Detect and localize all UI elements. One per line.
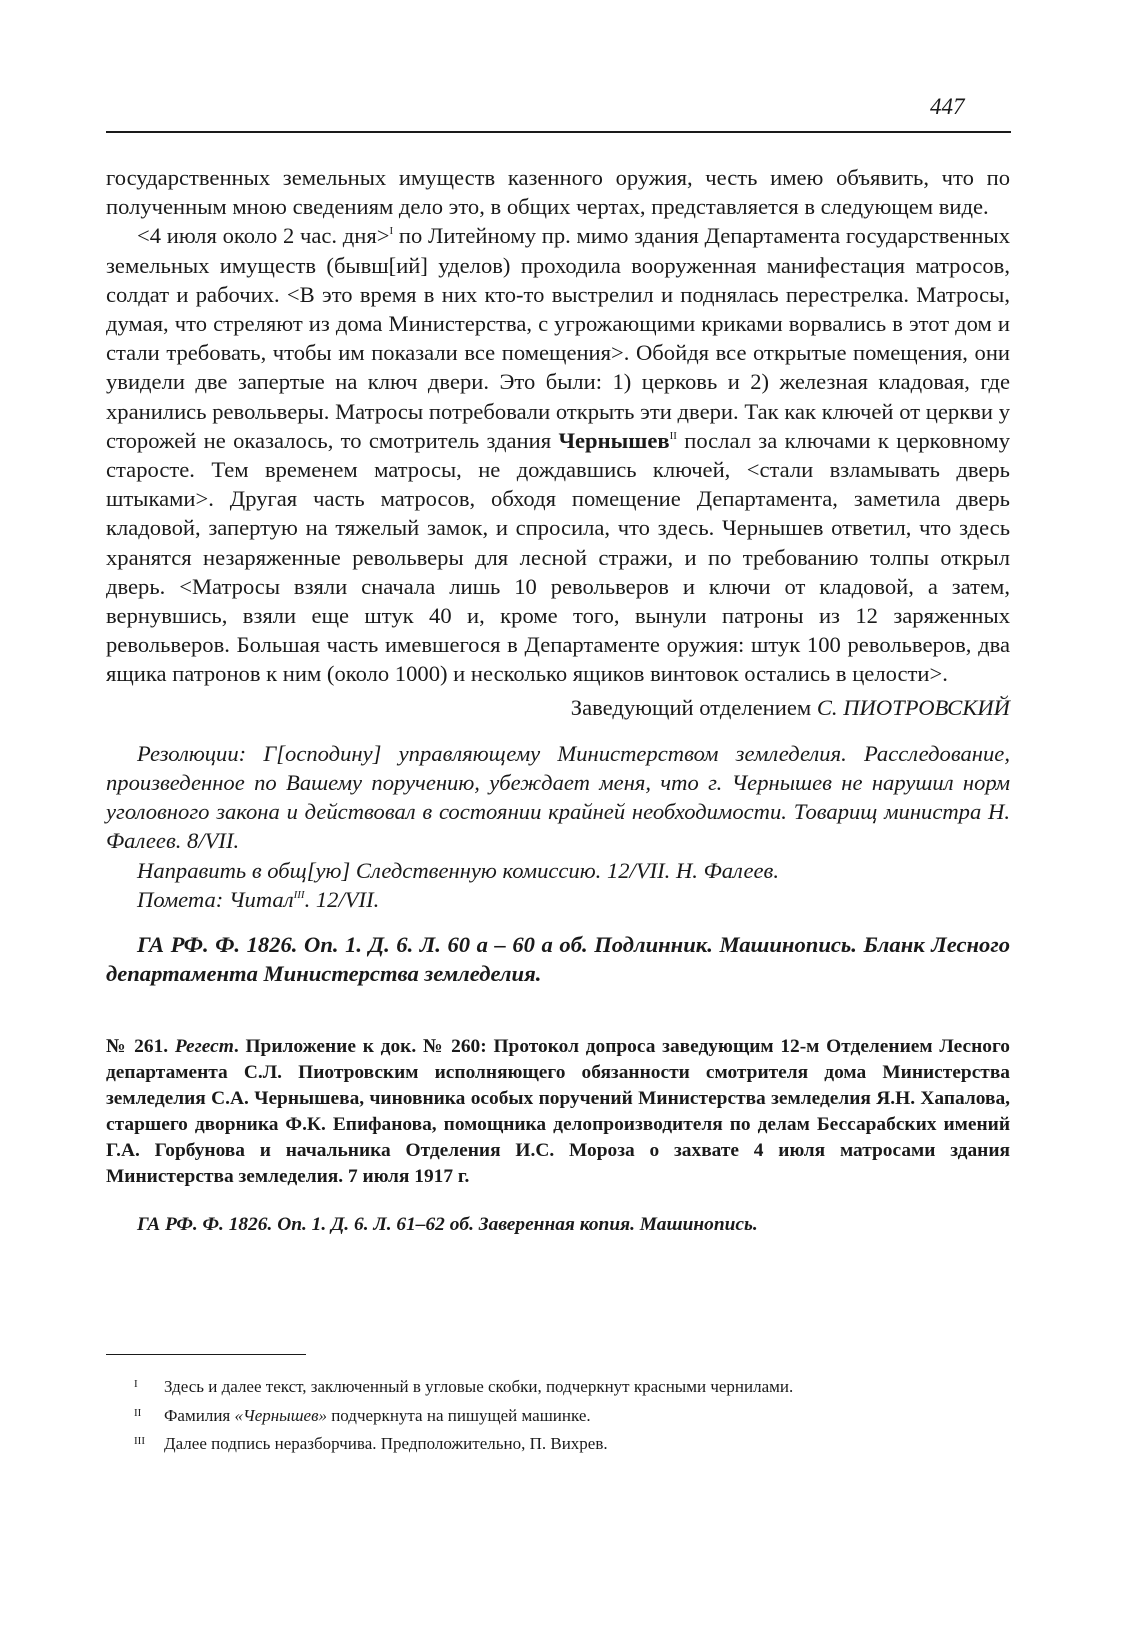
header-rule — [106, 131, 1011, 133]
footnote-mark-2: II — [134, 1406, 142, 1419]
signature-name: С. ПИОТРОВСКИЙ — [816, 694, 1010, 720]
footnote-rule — [106, 1354, 306, 1355]
regest-label: Регест — [174, 1036, 234, 1058]
footnote-mark-1: I — [134, 1378, 138, 1390]
name-chernyshev: Чернышев — [558, 427, 670, 453]
signature-title: Заведующий отделением — [570, 694, 817, 720]
footnote-2 — [106, 1402, 1010, 1431]
footnote-text-3: Далее подпись неразборчива. Предположительно, П. Вихрев. — [164, 1434, 608, 1453]
footnote-text-1: Здесь и далее текст, заключенный в угловые скобки, подчеркнут красными чернилами. — [164, 1377, 794, 1396]
footnote-text-2b: подчеркнута на пишущей машинке. — [326, 1405, 591, 1425]
archive-reference-2: ГА РФ. Ф. 1826. Оп. 1. Д. 6. Л. 61–62 об. Заверенная копия. Машинопись. — [137, 1214, 758, 1236]
regest-text: . Приложение к док. № 260: Протокол допроса заведующим 12-м Отделением Лесного департамента С.Л. Пиотровским исполняющего обязанности смотрителя дома Министерства земледелия С.А. Чернышева, чиновника особых поручений Министерства земледелия Я.Н. Хапалова, старшего дворника Ф.К. Епифанова, помощника делопроизводителя по делам Бессарабских имений Г.А. Горбунова и начальника Отделения И.С. Мороза о захвате 4 июля матросами здания Министерства земледелия. 7 июля 1917 г. — [106, 1036, 1010, 1188]
page-number: 447 — [930, 94, 965, 119]
footnote-ref-3: III — [293, 888, 305, 901]
note — [106, 885, 1010, 914]
note-part-b: . 12/VII. — [304, 886, 380, 912]
resolution-1: Резолюции: Г[осподину] управляющему Министерством земледелия. Расследование, произведенное по Вашему поручению, убеждает меня, что г. Чернышев не нарушил норм уголовного закона и действовал в состоянии крайней необходимости. Товарищ министра Н. Фалеев. 8/VII. — [106, 740, 1010, 854]
paragraph-continuation: государственных земельных имуществ казенного оружия, честь имею объявить, что по полученным мною сведениям дело это, в общих чертах, представляется в следующем виде. — [106, 165, 1010, 220]
resolution-2: Направить в общ[ую] Следственную комиссию. 12/VII. Н. Фалеев. — [137, 857, 779, 883]
regest-paragraph — [106, 1034, 1010, 1190]
p2-part-b: по Литейному пр. мимо здания Департамента государственных земельных имуществ (бывш[ий] уделов) проходила вооруженная манифестация матросов, солдат и рабочих. <В это время в них кто-то выстрелил и поднялась перестрелка. Матросы, думая, что стреляют из дома Министерства, с угрожающими криками ворвались в этот дом и стали требовать, чтобы им показали все помещения>. Обойдя все открытые помещения, они увидели две запертые на ключ двери. Это были: 1) церковь и 2) железная кладовая, где хранились револьверы. Матросы потребовали открыть эти двери. Так как ключей от церкви у сторожей не оказалось, то смотритель здания — [106, 223, 1010, 453]
signature — [106, 693, 1010, 722]
footnotes — [106, 1373, 1010, 1459]
footnote-text-2-italic: «Чернышев» — [234, 1405, 327, 1425]
p2-part-a: <4 июля около 2 час. дня> — [137, 223, 390, 249]
footnote-text-2a: Фамилия — [164, 1405, 235, 1425]
p2-part-c: послал за ключами к церковному старосте. Тем временем матросы, не дождавшись ключей, <стали взламывать дверь штыками>. Другая часть матросов, обходя помещение Департамента, заметила дверь кладовой, запертую на тяжелый замок, и спросила, что здесь. Чернышев ответил, что здесь хранятся незаряженные револьверы для лесной стражи, и по требованию толпы открыл дверь. <Матросы взяли сначала лишь 10 револьверов и ключи от кладовой, а затем, вернувшись, взяли еще штук 40 и, кроме того, вынули патроны из 12 заряженных револьверов. Большая часть имевшегося в Департаменте оружия: штук 100 револьверов, два ящика патронов к ним (около 1000) и несколько ящиков винтовок остались в целости>. — [106, 427, 1010, 687]
paragraph-main — [106, 221, 1010, 688]
archive-reference-1: ГА РФ. Ф. 1826. Оп. 1. Д. 6. Л. 60 а – 60 а об. Подлинник. Машинопись. Бланк Лесного департамента Министерства земледелия. — [106, 932, 1010, 987]
regest-number: № 261. — [106, 1036, 175, 1058]
footnote-3 — [106, 1430, 1010, 1459]
footnote-1 — [106, 1373, 1010, 1402]
note-part-a: Помета: Читал — [137, 886, 294, 912]
footnote-ref-2: II — [669, 429, 677, 442]
footnote-mark-3: III — [134, 1435, 145, 1447]
footnote-ref-1: I — [389, 225, 394, 238]
document-body — [106, 163, 1010, 1238]
